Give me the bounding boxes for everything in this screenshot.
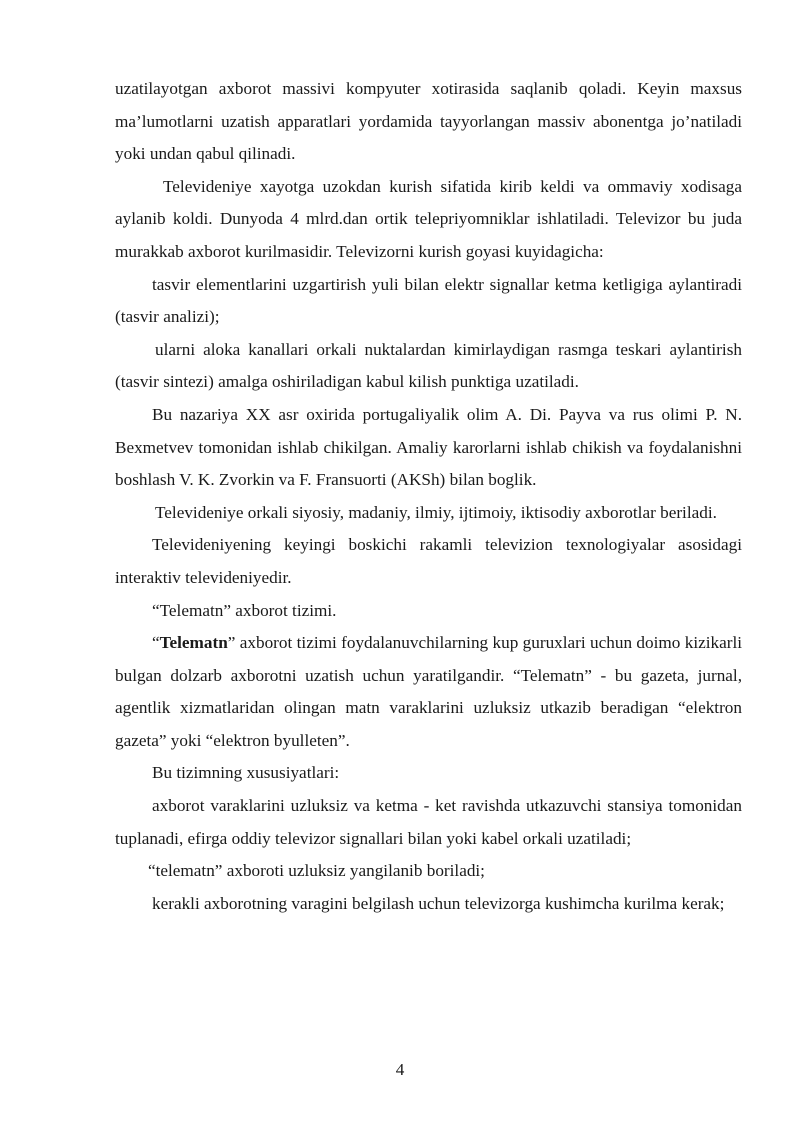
paragraph-9-text: ” axborot tizimi foydalanuvchilarning kup guruxlari uchun doimo kizikarli bulgan dolzarb axborotni uzatish uchun yaratilgandir. “Telematn” - bu gazeta, jurnal, agentlik xizmatlaridan olingan matn varaklarini uzluksiz utkazib beradigan “elektron gazeta” yoki “elektron byulleten”. [115,633,742,750]
paragraph-10: Bu tizimning xususiyatlari: [152,763,340,783]
paragraph-11: axborot varaklarini uzluksiz va ketma - ket ravishda utkazuvchi stansiya tomonidan tuplanadi, efirga oddiy televizor signallari bilan yoki kabel orkali uzatiladi; [115,796,742,848]
paragraph-7: Televideniyening keyingi boskichi rakamli televizion texnologiyalar asosidagi interaktiv televideniyedir. [115,535,742,587]
document-body [115,73,742,920]
paragraph-1: uzatilayotgan axborot massivi kompyuter xotirasida saqlanib qoladi. Keyin maxsus ma’lumotlarni uzatish apparatlari yordamida tayyorlangan massiv abonentga jo’natiladi yoki undan qabul qilinadi. [115,79,742,164]
paragraph-6: Televideniye orkali siyosiy, madaniy, ilmiy, ijtimoiy, iktisodiy axborotlar beriladi. [155,502,717,522]
paragraph-5: Bu nazariya XX asr oxirida portugaliyalik olim A. Di. Payva va rus olimi P. N. Bexmetvev tomonidan ishlab chikilgan. Amaliy karorlarni ishlab chikish va foydalanishni boshlash V. K. Zvorkin va F. Fransuorti (AKSh) bilan boglik. [115,404,742,490]
paragraph-12: “telematn” axboroti uzluksiz yangilanib boriladi; [148,861,485,881]
paragraph-9-open-quote: “ [152,633,160,653]
paragraph-9-bold-term: Telematn [159,633,228,653]
paragraph-4: ularni aloka kanallari orkali nuktalardan kimirlaydigan rasmga teskari aylantirish (tasvir sintezi) amalga oshiriladigan kabul kilish punktiga uzatiladi. [115,339,742,392]
paragraph-9 [115,627,742,757]
page-number: 4 [395,1060,405,1079]
paragraph-8: “Telematn” axborot tizimi. [152,600,337,620]
paragraph-2: Televideniye xayotga uzokdan kurish sifatida kirib keldi va ommaviy xodisaga aylanib koldi. Dunyoda 4 mlrd.dan ortik telepriyomniklar ishlatiladi. Televizor bu juda murakkab axborot kurilmasidir. Televizorni kurish goyasi kuyidagicha: [115,176,742,261]
paragraph-3: tasvir elementlarini uzgartirish yuli bilan elektr signallar ketma ketligiga aylantiradi (tasvir analizi); [115,274,742,327]
paragraph-13: kerakli axborotning varagini belgilash uchun televizorga kushimcha kurilma kerak; [152,893,725,913]
